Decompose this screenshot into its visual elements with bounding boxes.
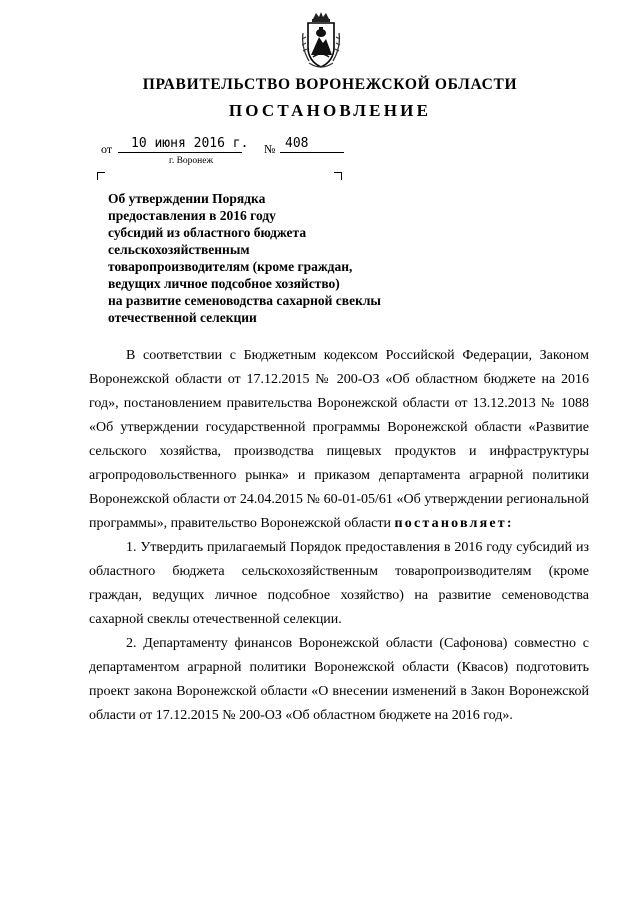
date-underline: [118, 152, 242, 153]
title-line: сельскохозяйственным: [108, 242, 250, 257]
decree-word: постановляет:: [394, 516, 514, 531]
organization-name: ПРАВИТЕЛЬСТВО ВОРОНЕЖСКОЙ ОБЛАСТИ: [142, 76, 518, 93]
number-underline: [280, 152, 344, 153]
document-number: 408: [285, 136, 309, 151]
coat-of-arms-icon: [299, 11, 343, 71]
title-line: субсидий из областного бюджета: [108, 225, 307, 240]
city-label: г. Воронеж: [169, 156, 214, 166]
document-date: 10 июня 2016 г.: [131, 136, 249, 151]
title-line: на развитие семеноводства сахарной свеклы: [108, 293, 381, 308]
title-line: Об утверждении Порядка: [108, 191, 266, 206]
title-bracket-right: [334, 172, 342, 180]
title-line: товаропроизводителям (кроме граждан,: [108, 259, 353, 274]
clause-1: 1. Утвердить прилагаемый Порядок предоставления в 2016 году субсидий из областного бюджета сельскохозяйственным товаропроизводителям (кроме граждан, ведущих личное подсобное хозяйство) на развитие семеноводства сахарной свеклы отечественной селекции.: [89, 540, 589, 627]
document-type: ПОСТАНОВЛЕНИЕ: [228, 101, 432, 120]
date-prefix: от: [101, 142, 113, 156]
preamble-text: В соответствии с Бюджетным кодексом Российской Федерации, Законом Воронежской области от 17.12.2015 № 200-ОЗ «Об областном бюджете на 2016 год», постановлением правительства Воронежской области от 13.12.2013 № 1088 «Об утверждении государственной программы Воронежской области «Развитие сельского хозяйства, производства пищевых продуктов и инфраструктуры агропродовольственного рынка» и приказом департамента аграрной политики Воронежской области от 24.04.2015 № 60-01-05/61 «Об утверждении региональной программы», правительство Воронежской области: [89, 348, 589, 531]
number-prefix: №: [264, 142, 276, 156]
preamble-paragraph: [89, 344, 589, 536]
title-line: отечественной селекции: [108, 310, 257, 325]
title-bracket-left: [97, 172, 105, 180]
title-line: предоставления в 2016 году: [108, 208, 276, 223]
document-title: [108, 190, 438, 326]
title-line: ведущих личное подсобное хозяйство): [108, 276, 340, 291]
clause-2: 2. Департаменту финансов Воронежской области (Сафонова) совместно с департаментом аграрной политики Воронежской области (Квасов) подготовить проект закона Воронежской области «О внесении изменений в Закон Воронежской области от 17.12.2015 № 200-ОЗ «Об областном бюджете на 2016 год».: [89, 636, 589, 723]
document-body: [89, 344, 589, 728]
